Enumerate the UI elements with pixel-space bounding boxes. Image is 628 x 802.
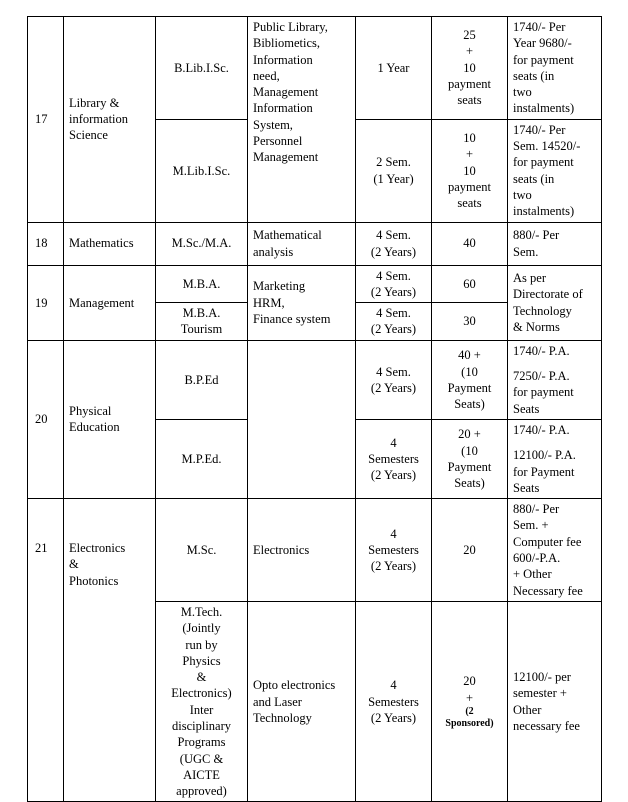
fee-line: 12100/- P.A. for Payment Seats bbox=[513, 448, 576, 495]
course-cell: M.Lib.I.Sc. bbox=[156, 119, 248, 222]
subject-cell: Physical Education bbox=[64, 340, 156, 498]
course-cell: B.Lib.I.Sc. bbox=[156, 17, 248, 120]
serial-number: 19 bbox=[28, 265, 64, 340]
duration-cell: 4 Sem. (2 Years) bbox=[356, 222, 432, 265]
course-cell: M.P.Ed. bbox=[156, 419, 248, 498]
fee-cell: 880/- Per Sem. bbox=[508, 222, 602, 265]
duration-cell: 4 Semesters (2 Years) bbox=[356, 419, 432, 498]
courses-table bbox=[27, 16, 602, 802]
specialization-cell bbox=[248, 340, 356, 498]
course-cell: M.B.A. bbox=[156, 265, 248, 303]
seats-cell bbox=[432, 601, 508, 802]
duration-cell: 4 Sem. (2 Years) bbox=[356, 340, 432, 419]
duration-cell: 2 Sem. (1 Year) bbox=[356, 119, 432, 222]
fee-line: 7250/- P.A. for payment Seats bbox=[513, 369, 574, 416]
specialization-cell: Opto electronics and Laser Technology bbox=[248, 601, 356, 802]
table-row bbox=[28, 340, 602, 419]
fee-cell: 880/- Per Sem. + Computer fee 600/-P.A. + Other Necessary fee bbox=[508, 499, 602, 602]
table-row bbox=[28, 265, 602, 303]
specialization-cell: Marketing HRM, Finance system bbox=[248, 265, 356, 340]
course-cell: M.Sc. bbox=[156, 499, 248, 602]
seats-line: 20 + bbox=[463, 674, 476, 705]
fee-cell bbox=[508, 419, 602, 498]
serial-number: 18 bbox=[28, 222, 64, 265]
sponsored-note: (2 Sponsored) bbox=[445, 705, 494, 729]
serial-number: 20 bbox=[28, 340, 64, 498]
course-cell: M.Sc./M.A. bbox=[156, 222, 248, 265]
duration-cell: 4 Semesters (2 Years) bbox=[356, 601, 432, 802]
fee-cell: 12100/- per semester + Other necessary fee bbox=[508, 601, 602, 802]
fee-line: 1740/- P.A. bbox=[513, 343, 570, 358]
serial-number: 21 bbox=[28, 499, 64, 802]
seats-cell: 20 + (10 Payment Seats) bbox=[432, 419, 508, 498]
seats-cell: 10 + 10 payment seats bbox=[432, 119, 508, 222]
subject-cell: Mathematics bbox=[64, 222, 156, 265]
duration-cell: 1 Year bbox=[356, 17, 432, 120]
fee-line: 1740/- P.A. bbox=[513, 422, 570, 437]
course-cell: M.Tech. (Jointly run by Physics & Electronics) Inter disciplinary Programs (UGC & AICTE approved) bbox=[156, 601, 248, 802]
fee-cell: As per Directorate of Technology & Norms bbox=[508, 265, 602, 340]
seats-cell: 60 bbox=[432, 265, 508, 303]
duration-cell: 4 Semesters (2 Years) bbox=[356, 499, 432, 602]
duration-cell: 4 Sem. (2 Years) bbox=[356, 303, 432, 341]
table-row bbox=[28, 17, 602, 120]
subject-cell: Management bbox=[64, 265, 156, 340]
duration-cell: 4 Sem. (2 Years) bbox=[356, 265, 432, 303]
specialization-cell: Mathematical analysis bbox=[248, 222, 356, 265]
table-row bbox=[28, 499, 602, 602]
seats-cell: 20 bbox=[432, 499, 508, 602]
subject-cell: Library & information Science bbox=[64, 17, 156, 223]
course-cell: M.B.A. Tourism bbox=[156, 303, 248, 341]
subject-cell: Electronics & Photonics bbox=[64, 499, 156, 802]
seats-cell: 40 + (10 Payment Seats) bbox=[432, 340, 508, 419]
fee-cell bbox=[508, 340, 602, 419]
specialization-cell: Public Library, Bibliometics, Information need, Management Information System, Personnel Management bbox=[248, 17, 356, 223]
serial-number: 17 bbox=[28, 17, 64, 223]
fee-cell: 1740/- Per Sem. 14520/- for payment seats (in two instalments) bbox=[508, 119, 602, 222]
fee-cell: 1740/- Per Year 9680/- for payment seats (in two instalments) bbox=[508, 17, 602, 120]
table-row bbox=[28, 222, 602, 265]
seats-cell: 40 bbox=[432, 222, 508, 265]
course-cell: B.P.Ed bbox=[156, 340, 248, 419]
specialization-cell: Electronics bbox=[248, 499, 356, 602]
seats-cell: 25 + 10 payment seats bbox=[432, 17, 508, 120]
seats-cell: 30 bbox=[432, 303, 508, 341]
